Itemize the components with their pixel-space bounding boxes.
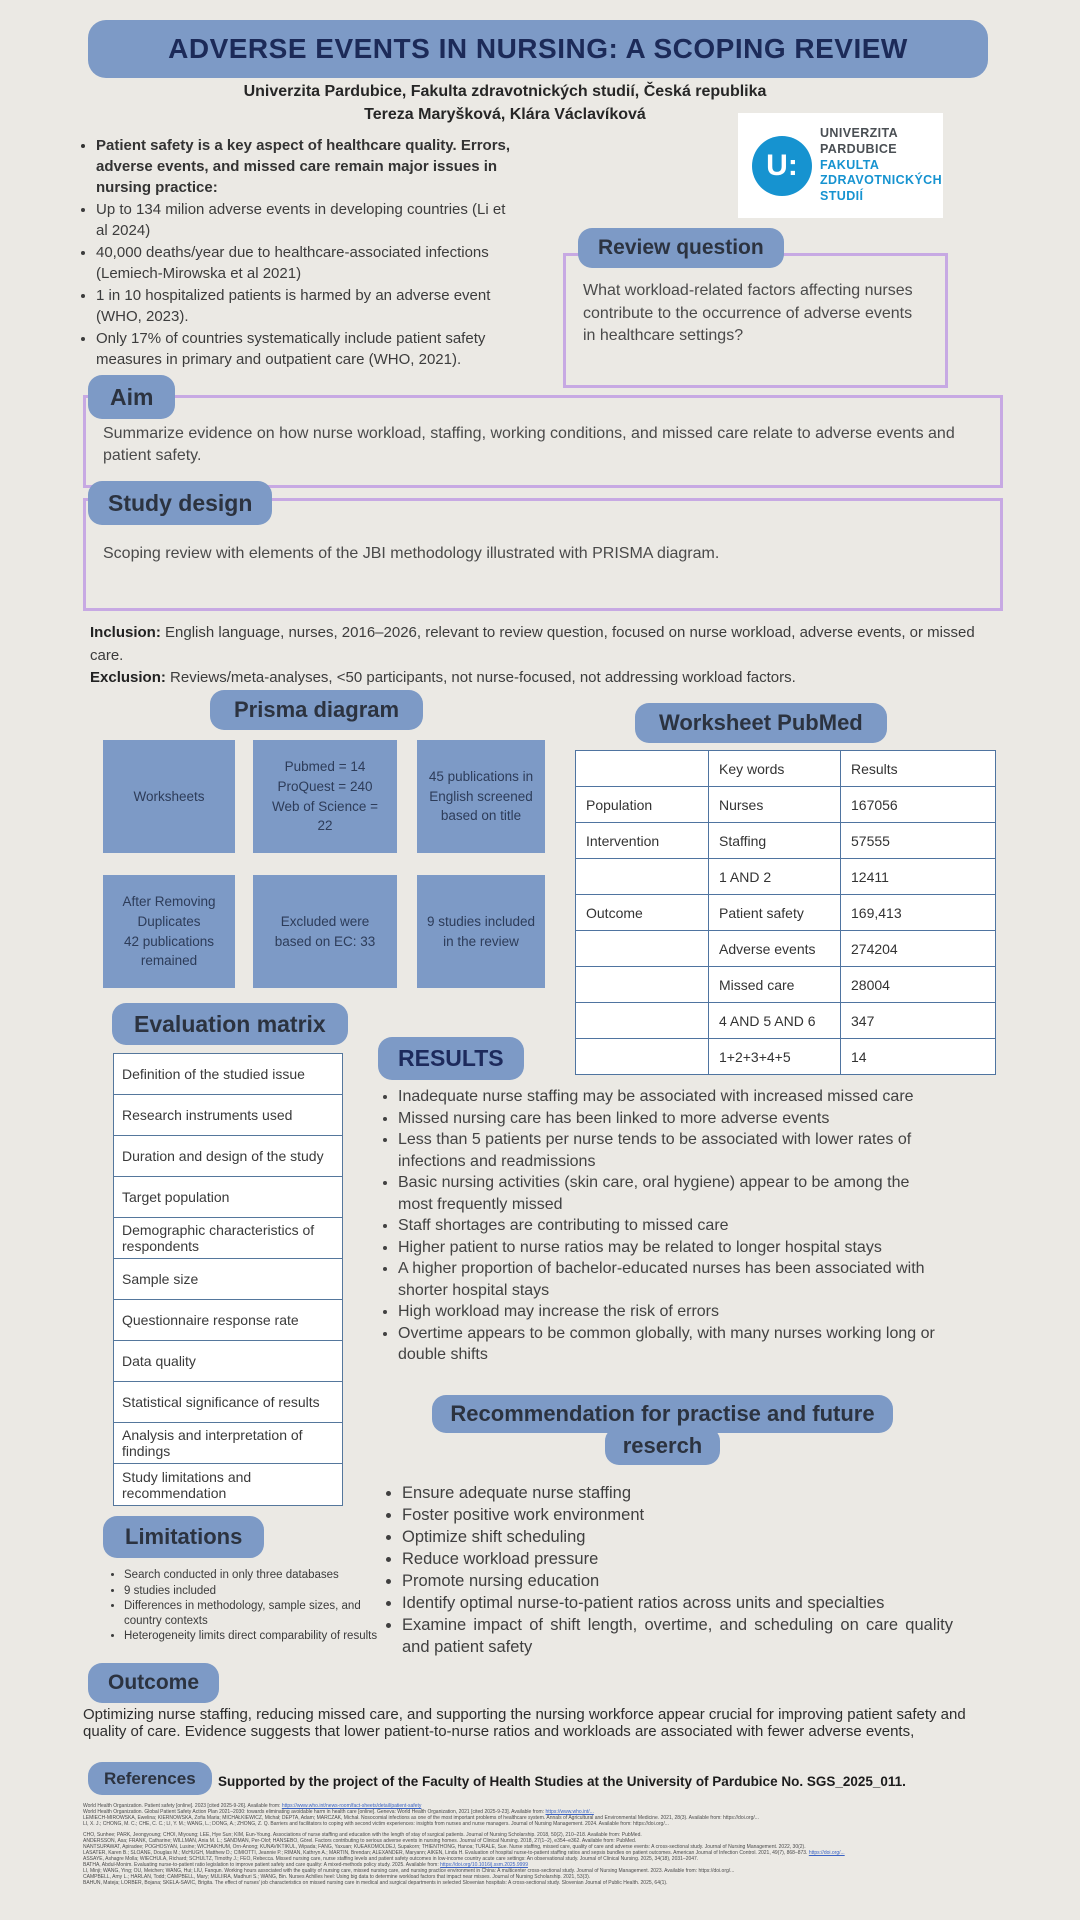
result-bullet: • Missed nursing care has been linked to more adverse events <box>398 1108 938 1130</box>
result-bullet: • Basic nursing activities (skin care, oral hygiene) appear to be among the most frequently missed <box>398 1172 938 1215</box>
evaluation-matrix-row: Statistical significance of results <box>114 1382 342 1423</box>
poster-title: ADVERSE EVENTS IN NURSING: A SCOPING REVIEW <box>88 20 988 78</box>
worksheet-table-cell: Outcome <box>576 895 709 931</box>
evaluation-matrix-row: Demographic characteristics of respondents <box>114 1218 342 1259</box>
result-bullet: • Higher patient to nurse ratios may be related to longer hospital stays <box>398 1237 938 1259</box>
worksheet-table-cell: 4 AND 5 AND 6 <box>709 1003 841 1039</box>
aim-text: Summarize evidence on how nurse workload, staffing, working conditions, and missed care relate to adverse events and patient safety. <box>103 425 955 464</box>
worksheet-table-cell: 14 <box>841 1039 996 1075</box>
intro-bullet-list <box>96 135 521 371</box>
worksheet-table-cell: 1+2+3+4+5 <box>709 1039 841 1075</box>
worksheet-table-cell: 347 <box>841 1003 996 1039</box>
reference-link[interactable]: https://www.who.int/... <box>545 1809 594 1815</box>
worksheet-table-cell: Key words <box>709 751 841 787</box>
worksheet-table-row <box>576 751 996 787</box>
reference-text: NANTSUPAWAT, Apiradee; POGHOSYAN, Lusine; WICHAIKHUM, Orn-Anong; KUNAVIKTIKUL, Wipada; FANG, Yaxuan; KUEAKOMOLDEJ, Supakorn; THIENTHONG, Hanoa; TURALE, Sue. Nurse staffing, missed care, quality of care and adverse events: A cross-sectional study. Journal of Nursing Management. 2022, 30(2). <box>83 1844 806 1850</box>
results-bullet-list <box>378 1086 938 1366</box>
reference-entry <box>83 1880 1005 1886</box>
worksheet-pubmed-table <box>575 750 996 1075</box>
reference-link[interactable]: https://doi.org/... <box>808 1850 845 1856</box>
evaluation-matrix-row: Duration and design of the study <box>114 1136 342 1177</box>
worksheet-table-cell: 169,413 <box>841 895 996 931</box>
worksheet-table-cell <box>576 751 709 787</box>
reference-text: BAHUN, Mateja; LORBER, Bojana; SKELA-SAVIČ, Brigita. The effect of nurses' job characteristics on missed nursing care in medical and surgical departments in selected Slovenian hospitals: A cross-sectional study. Slovenian Journal of Public Health. 2025, 64(1). <box>83 1880 668 1886</box>
recommendation-bullet: • Reduce workload pressure <box>402 1548 953 1570</box>
reference-text: LI, Minji; WANG, Ying; OU, Meichen; WANG, Hui; LIU, Fanqun. Working hours associated with the quality of nursing care, missed nursing care, and nursing practice environment in China: A multicenter cross-sectional study. Journal of Nursing Management. 2023. Available from: https://doi.org/... <box>83 1868 735 1874</box>
logo-faculty-line: FAKULTA <box>820 157 880 172</box>
worksheet-table-cell: Population <box>576 787 709 823</box>
prisma-box-included: 9 studies included in the review <box>417 875 545 988</box>
evaluation-matrix-table <box>113 1053 343 1506</box>
recommendation-heading-line1: Recommendation for practise and future <box>432 1395 892 1433</box>
evaluation-matrix-row: Target population <box>114 1177 342 1218</box>
worksheet-table-cell: Intervention <box>576 823 709 859</box>
evaluation-matrix-row: Analysis and interpretation of findings <box>114 1423 342 1464</box>
reference-text: World Health Organization. Global Patient Safety Action Plan 2021–2030: towards eliminating avoidable harm in health care [online]. Geneva: World Health Organization, 2021 [cited 2025-9-23]. Available from: <box>83 1809 546 1815</box>
prisma-box-duplicates: After Removing Duplicates 42 publications remained <box>103 875 235 988</box>
aim-heading: Aim <box>88 375 175 419</box>
evaluation-matrix-row: Definition of the studied issue <box>114 1054 342 1095</box>
prisma-diagram-heading: Prisma diagram <box>210 690 423 730</box>
limitations-heading: Limitations <box>103 1516 264 1558</box>
university-logo-icon: U: <box>752 136 812 196</box>
worksheet-table-cell: 274204 <box>841 931 996 967</box>
worksheet-table-cell: Nurses <box>709 787 841 823</box>
logo-faculty-line: STUDIÍ <box>820 188 864 203</box>
worksheet-table-cell <box>576 967 709 1003</box>
worksheet-table-row <box>576 787 996 823</box>
exclusion-label: Exclusion: <box>90 669 166 686</box>
evaluation-matrix-row: Research instruments used <box>114 1095 342 1136</box>
result-bullet: • A higher proportion of bachelor-educated nurses has been associated with shorter hospital stays <box>398 1258 938 1301</box>
worksheet-table-cell: Patient safety <box>709 895 841 931</box>
outcome-text: Optimizing nurse staffing, reducing missed care, and supporting the nursing workforce appear crucial for improving patient safety and quality of care. Evidence suggests that lower patient-to-nurse ratios and workloads are associated with fewer adverse events, <box>83 1706 966 1740</box>
worksheet-table-cell: Staffing <box>709 823 841 859</box>
worksheet-table-cell <box>576 859 709 895</box>
evaluation-matrix-row: Study limitations and recommendation <box>122 1468 252 1501</box>
recommendation-bullet: • Examine impact of shift length, overtime, and scheduling on care quality and patient safety <box>402 1614 953 1658</box>
review-question-heading: Review question <box>578 228 784 268</box>
worksheet-table-cell: 57555 <box>841 823 996 859</box>
inclusion-text: English language, nurses, 2016–2026, relevant to review question, focused on nurse workload, adverse events, or missed care. <box>90 624 975 664</box>
review-question-text: What workload-related factors affecting nurses contribute to the occurrence of adverse events in healthcare settings? <box>583 282 913 344</box>
intro-bullet: • 1 in 10 hospitalized patients is harmed by an adverse event (WHO, 2023). <box>96 285 521 327</box>
recommendation-bullet: • Optimize shift scheduling <box>402 1526 953 1548</box>
reference-text: ASSAYE, Ashagre Molla; WIECHULA, Richard; SCHULTZ, Timothy J.; FEO, Rebecca. Missed nursing care, nurse staffing levels and patient safety outcomes in low-income country acute care settings: An observational study. Journal of Clinical Nursing. 2025, 34(18), 2031–2047. <box>83 1856 699 1862</box>
study-design-text: Scoping review with elements of the JBI methodology illustrated with PRISMA diagram. <box>103 545 720 562</box>
logo-faculty-line: ZDRAVOTNICKÝCH <box>820 173 943 188</box>
limitation-bullet: • Differences in methodology, sample sizes, and country contexts <box>124 1599 384 1628</box>
reference-text: LI, X. J.; CHONG, M. C.; CHE, C. C.; LI, Y. M.; WANG, L.; DONG, A.; ZHONG, Z. Q. Barriers and facilitators to coping with second victim experiences: insights from nurses and nurse managers. Journal of Nursing Management. 2024. Available from: https://doi.org/... <box>83 1821 669 1827</box>
reference-text: CHO, Sunhee; PARK, Jeongyoung; CHOI, Miyoung; LEE, Hye Sun; KIM, Eun-Young. Associations of nurse staffing and education with the length of stay of surgical patients. Journal of Nursing Scholarship. 2018, 50(2), 210–218. Available from: PubMed. <box>83 1832 642 1838</box>
intro-bullet: • Up to 134 milion adverse events in developing countries (Li et al 2024) <box>96 199 521 241</box>
worksheet-table-cell <box>576 1039 709 1075</box>
limitation-bullet: • Search conducted in only three databases <box>124 1568 384 1583</box>
evaluation-matrix-row: Sample size <box>114 1259 342 1300</box>
inclusion-line <box>90 622 1005 667</box>
worksheet-table-cell: Missed care <box>709 967 841 1003</box>
worksheet-table-row <box>576 967 996 1003</box>
support-note: Supported by the project of the Faculty of Health Studies at the University of Pardubice No. SGS_2025_011. <box>218 1774 906 1789</box>
worksheet-table-row <box>576 895 996 931</box>
results-heading: RESULTS <box>378 1037 524 1080</box>
result-bullet: • Inadequate nurse staffing may be associated with increased missed care <box>398 1086 938 1108</box>
inclusion-label: Inclusion: <box>90 624 161 641</box>
worksheet-table-row <box>576 1003 996 1039</box>
authors: Tereza Maryšková, Klára Václavíková <box>364 106 646 123</box>
evaluation-matrix-row: Questionnaire response rate <box>114 1300 342 1341</box>
exclusion-text: Reviews/meta-analyses, <50 participants, not nurse-focused, not addressing workload factors. <box>165 669 796 686</box>
worksheet-table-cell: Results <box>841 751 996 787</box>
reference-text: LASATER, Karen B.; SLOANE, Douglas M.; McHUGH, Matthew D.; CIMIOTTI, Jeannie P.; RIMAN, Kathryn A.; MARTIN, Brendan; ALEXANDER, Maryann; AIKEN, Linda H. Evaluation of hospital nurse-to-patient staffing ratios and sepsis bundles on patient outcomes. American Journal of Infection Control. 2021, 49(7), 868–873. <box>83 1850 809 1856</box>
intro-bullet: • 40,000 deaths/year due to healthcare-associated infections (Lemiech-Mirowska et al 2021) <box>96 242 521 284</box>
logo-org-line: UNIVERZITA <box>820 126 899 141</box>
outcome-heading: Outcome <box>88 1663 219 1703</box>
logo-org-line: PARDUBICE <box>820 142 897 157</box>
affiliation: Univerzita Pardubice, Fakulta zdravotnických studií, Česká republika <box>243 83 767 100</box>
worksheet-table-cell <box>576 931 709 967</box>
university-logo-text <box>820 126 942 204</box>
worksheet-table-cell <box>576 1003 709 1039</box>
recommendation-heading <box>330 1395 995 1465</box>
limitation-bullet: • 9 studies included <box>124 1584 384 1599</box>
recommendation-heading-line2: reserch <box>605 1427 721 1465</box>
result-bullet: • Overtime appears to be common globally, with many nurses working long or double shifts <box>398 1323 938 1366</box>
exclusion-line <box>90 667 1005 690</box>
worksheet-table-row <box>576 859 996 895</box>
reference-text: ANDERSSON, Åsa; FRANK, Catharine; WILLMAN, Ania M. L.; SANDMAN, Per-Olof; HANSEBO, Görel. Factors contributing to serious adverse events in nursing homes. Journal of Clinical Nursing. 2018, 27(1–2), e354–e362. Available from: PubMed. <box>83 1838 637 1844</box>
worksheet-table-cell: 1 AND 2 <box>709 859 841 895</box>
study-design-heading: Study design <box>88 481 272 525</box>
worksheet-table-row <box>576 931 996 967</box>
prisma-box-databases: Pubmed = 14 ProQuest = 240 Web of Science = 22 <box>253 740 397 853</box>
worksheet-table-cell: 28004 <box>841 967 996 1003</box>
references-heading: References <box>88 1762 212 1795</box>
worksheet-table-row <box>576 823 996 859</box>
worksheet-table-cell: 12411 <box>841 859 996 895</box>
recommendation-bullet: • Foster positive work environment <box>402 1504 953 1526</box>
worksheet-pubmed-heading: Worksheet PubMed <box>635 703 887 743</box>
prisma-box-worksheets: Worksheets <box>103 740 235 853</box>
intro-bullet: • Only 17% of countries systematically include patient safety measures in primary and outpatient care (WHO, 2021). <box>96 328 521 370</box>
university-logo <box>738 113 943 218</box>
recommendation-bullet: • Ensure adequate nurse staffing <box>402 1482 953 1504</box>
reference-link[interactable]: https://doi.org/10.1016/j.ssm.2025.9999 <box>440 1862 528 1868</box>
reference-text: LEMIECH-MIROWSKA, Ewelina; KIERNOWSKA, Zofia Maria; MICHAŁKIEWICZ, Michał; DEPTA, Adam; MARCZAK, Michał. Nosocomial infections as one of the most important problems of healthcare system. Annals of Agricultural and Environmental Medicine. 2021, 28(3). Available from: https://doi.org/... <box>83 1815 759 1821</box>
evaluation-matrix-row: Data quality <box>114 1341 342 1382</box>
criteria-paragraph <box>90 622 1005 690</box>
limitation-bullet: • Heterogeneity limits direct comparability of results <box>124 1629 384 1644</box>
recommendation-bullet-list <box>388 1482 953 1658</box>
recommendation-bullet: • Identify optimal nurse-to-patient ratios across units and specialties <box>402 1592 953 1614</box>
result-bullet: • Less than 5 patients per nurse tends to be associated with lower rates of infections and readmissions <box>398 1129 938 1172</box>
prisma-box-screened: 45 publications in English screened based on title <box>417 740 545 853</box>
reference-text: CAMPBELL, Amy L.; HARLAN, Todd; CAMPBELL, Mary; MULIIRA, Madhuri S.; WANG, Bin. Nurses Achilles heel: Using big data to determine workload factors that impact near misses. Journal of Nursing Scholarship. 2021, 53(3). <box>83 1874 591 1880</box>
evaluation-matrix-heading: Evaluation matrix <box>112 1003 348 1045</box>
reference-link[interactable]: https://www.who.int/news-room/fact-sheets/detail/patient-safety <box>281 1803 422 1809</box>
result-bullet: • Staff shortages are contributing to missed care <box>398 1215 938 1237</box>
reference-text: World Health Organization. Patient safety [online]. 2023 [cited 2025-9-26]. Available from: <box>83 1803 282 1809</box>
prisma-box-excluded: Excluded were based on EC: 33 <box>253 875 397 988</box>
intro-bullet: • Patient safety is a key aspect of healthcare quality. Errors, adverse events, and missed care remain major issues in nursing practice: <box>96 135 521 198</box>
worksheet-table-row <box>576 1039 996 1075</box>
result-bullet: • High workload may increase the risk of errors <box>398 1301 938 1323</box>
reference-text: BATHA, Abdul-Monim. Evaluating nurse-to-patient ratio legislation to improve patient safety and care quality: A mixed-methods policy study. 2025. Available from: <box>83 1862 441 1868</box>
worksheet-table-cell: 167056 <box>841 787 996 823</box>
references-list <box>83 1803 1005 1886</box>
worksheet-table-cell: Adverse events <box>709 931 841 967</box>
limitations-bullet-list <box>112 1568 384 1645</box>
recommendation-bullet: • Promote nursing education <box>402 1570 953 1592</box>
